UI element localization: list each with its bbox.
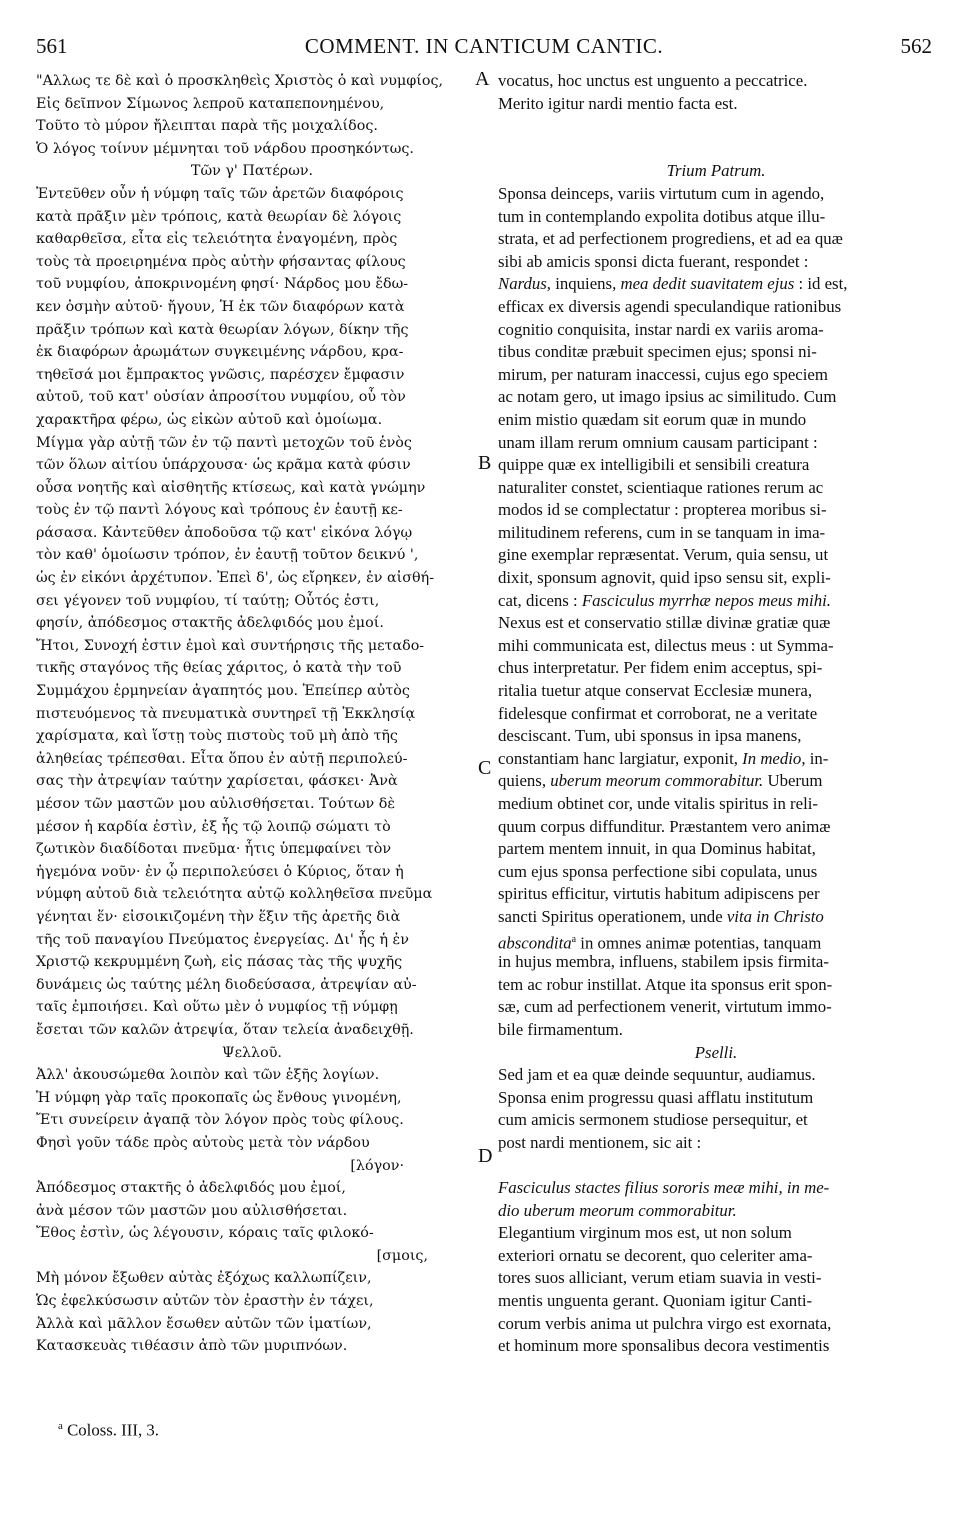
text-line: τοὺς ἐν τῷ παντὶ λόγους καὶ τρόπους ἐν ἑαυτῇ κε- — [36, 502, 403, 519]
text-line: τὸν καθ' ὁμοίωσιν τρόπον, ἐν ἑαυτῇ τοῦτον δεικνύ ', — [36, 547, 419, 564]
text-line: τοὺς τὰ προειρημένα πρὸς αὐτὴν φήσαντας φίλους — [36, 253, 406, 270]
text-line: χαρίσματα, καὶ ἵστῃ τοὺς πιστοὺς τοῦ μὴ ἀπὸ τῆς — [36, 728, 398, 745]
text-line: gine exemplar repræsentat. Verum, quia sensu, ut — [498, 545, 829, 565]
text-line: vocatus, hoc unctus est unguento a peccatrice. — [498, 71, 808, 90]
text-line: cognitio conquisita, instar nardi ex variis aroma- — [498, 319, 824, 339]
text-line: ἀνὰ μέσον τῶν μαστῶν μου αὐλισθήσεται. — [36, 1202, 348, 1219]
greek-verse-continuation: [σμοις, — [376, 1247, 428, 1264]
text-line: Χριστῷ κεκρυμμένη ζωὴ, εἰς πάσας τὰς τῆς ψυχῆς — [36, 954, 403, 971]
text-line: tem ac robur instillat. Atque ita sponsus erit spon- — [498, 974, 833, 994]
text-line: Ἀπόδεσμος στακτῆς ὁ ἀδελφιδός μου ἐμοί, — [36, 1180, 346, 1197]
text-line: Μὴ μόνον ἔξωθεν αὐτὰς ἐξόχως καλλωπίζειν, — [36, 1270, 372, 1287]
latin-line: desciscant. Tum, ubi sponsus in ipsa manens, — [498, 726, 802, 746]
text-line: πιστευόμενος τὰ πνευματικὰ συντηρεῖ τῇ Ἐκκλησίᾳ — [36, 705, 416, 722]
text-line: ac notam gero, ut imago ipsius ac similitudo. Cum — [498, 387, 837, 407]
text-line: Ἡ νύμφη γὰρ ταῖς προκοπαῖς ὡς ἔνθους γινομένη, — [36, 1089, 402, 1106]
latin-line: cat, dicens : Fasciculus myrrhæ nepos meus mihi. — [498, 590, 831, 610]
text-line: Ὡς ἐφελκύσωσιν αὐτῶν τὸν ἐραστὴν ἐν τάχει, — [36, 1293, 374, 1310]
text-line: cum ejus sponsa perfectione sibi copulata, unus — [498, 861, 818, 881]
text-line: μέσον τῶν μαστῶν μου αὐλισθήσεται. Τούτων δὲ — [36, 796, 396, 812]
text-line: tum in contemplando expolita dotibus atque illu- — [498, 206, 826, 226]
text-line: τικῆς σταγόνος τῆς θείας χάριτος, ὁ κατὰ τὴν τοῦ — [36, 660, 402, 677]
margin-letter-b: B — [478, 452, 492, 474]
text-line: Τοῦτο τὸ μύρον ἤλειπται παρὰ τῆς μοιχαλίδος. — [36, 118, 378, 135]
text-line: ἡγεμόνα νοῦν· ἐν ᾧ περιπολεύσει ὁ Κύριος, ὅταν ἡ — [36, 863, 404, 880]
text-line: Nexus est et conservatio stillæ divinæ gratiæ quæ — [498, 613, 831, 633]
text-line: τῶν ὅλων αἰτίου ὑπάρχουσα· ὡς κρᾶμα κατὰ φύσιν — [36, 457, 411, 474]
text-line: Ἐντεῦθεν οὖν ἡ νύμφη ταῖς τῶν ἀρετῶν διαφόροις — [36, 185, 404, 202]
text-line: mirum, per naturam inaccessi, cujus ego speciem — [498, 364, 828, 384]
text-line: Συμμάχου ἑρμηνείαν ἀγαπητός μου. Ἐπείπερ αὐτὸς — [36, 683, 410, 700]
text-line: partem mentem innuit, in qua Dominus habitat, — [498, 839, 816, 859]
text-line: Ἔτι συνείρειν ἀγαπᾷ τὸν λόγον πρὸς τοὺς φίλους. — [36, 1112, 404, 1129]
latin-paragraph — [498, 612, 934, 725]
text-line: Ὁ λόγος τοίνυν μέμνηται τοῦ νάρδου προσηκόντως. — [36, 140, 414, 157]
text-line: post nardi mentionem, sic ait : — [498, 1132, 702, 1152]
text-line: Sponsa deinceps, variis virtutum cum in agendo, — [498, 183, 825, 203]
text-line: ράσασα. Κἀντεῦθεν ἀποδοῦσα τῷ κατ' εἰκόνα λόγῳ — [36, 524, 413, 541]
text-line: Sponsa enim progressu quasi afflatu institutum — [498, 1087, 814, 1107]
text-line: medium obtinet cor, unde vitalis spiritus in reli- — [498, 794, 818, 813]
greek-heading-three-fathers: Τῶν γ' Πατέρων. — [190, 163, 314, 180]
text-line: φησίν, ἀπόδεσμος στακτῆς ἀδελφιδός μου ἐμοί. — [36, 615, 384, 632]
text-line: spiritus efficitur, virtutis habitum adipiscens per — [498, 884, 820, 904]
text-line: Sed jam et ea quæ deinde sequuntur, audiamus. — [498, 1065, 816, 1085]
text-line: χαρακτῆρα φέρω, ὡς εἰκὼν αὐτοῦ καὶ ὁμοίωμα. — [36, 411, 383, 428]
text-line: unam illam rerum omnium causam participant : — [498, 432, 818, 452]
text-line: μέσον ἡ καρδία ἐστὶν, ἐξ ἧς τῷ λοιπῷ σώματι τὸ — [36, 818, 391, 835]
greek-commentary-prose — [36, 183, 468, 1042]
latin-scripture-quote — [498, 1177, 934, 1222]
text-line: modos id se complectatur : propterea moribus si- — [498, 500, 827, 520]
text-line: πρᾶξιν τρόπων καὶ κατὰ θεωρίαν λόγων, δίκην τῆς — [36, 321, 409, 338]
text-line: tores suos alliciant, verum etiam suavia in vesti- — [498, 1268, 822, 1288]
footnote — [58, 1420, 159, 1441]
text-line: sæ, cum ad perfectionem venerit, virtutum immo- — [498, 997, 832, 1017]
latin-paragraph — [498, 1222, 934, 1358]
text-line: exteriori ornatu se decorent, quo celeriter ama- — [498, 1245, 813, 1265]
text-line: τηθεῖσά μοι ἔμπρακτος γνῶσις, παρέσχεν ἔμφασιν — [36, 366, 405, 383]
greek-verse-continuation: [λόγον· — [350, 1157, 404, 1174]
text-line: καθαρθεῖσα, εἶτα εἰς τελειότητα ἐναγομένη, πρὸς — [36, 231, 398, 248]
latin-line: quiens, uberum meorum commorabitur. Uberum — [498, 771, 823, 791]
text-line: δυνάμεις ὡς ταύτης μέλη διοδεύσασα, ἀτρεψίαν αὐ- — [36, 976, 417, 993]
text-line: ritalia tuetur atque conservat Ecclesiæ munera, — [498, 681, 813, 701]
text-line: αὐτοῦ, τοῦ κατ' οὐσίαν ἀπροσίτου νυμφίου, οὗ τὸν — [36, 389, 406, 406]
latin-intro — [498, 70, 934, 115]
footnote-mark: a — [58, 1420, 63, 1432]
text-line: ἔσεται τῶν καλῶν ἀτρεψία, ὅταν τελεία ἀναδειχθῇ. — [36, 1021, 414, 1038]
text-line: mihi communicata est, dilectus meus : ut Symma- — [498, 635, 834, 655]
text-line: ἀληθείας τρέπεσθαι. Εἶτα ὅπου ἐν αὐτῇ περιπολεύ- — [36, 750, 408, 767]
text-line: chus interpretatur. Per fidem enim acceptus, spi- — [498, 658, 823, 678]
text-line: dixit, sponsum agnovit, quid ipso sensu sit, expli- — [498, 568, 831, 588]
latin-line: Nardus, inquiens, mea dedit suavitatem ejus : id est, — [498, 274, 848, 294]
text-line: sibi ab amicis sponsi dicta fuerant, respondet : — [498, 251, 809, 271]
text-line: dio uberum meorum commorabitur. — [498, 1200, 737, 1220]
text-line: naturaliter constet, scientiaque rationes rerum ac — [498, 477, 824, 497]
text-line: τῆς τοῦ παναγίου Πνεύματος ἐνεργείας. Δι' ἧς ἡ ἐν — [36, 931, 409, 948]
text-line: Ἀλλὰ καὶ μᾶλλον ἔσωθεν αὐτῶν τῶν ἱματίων, — [36, 1315, 372, 1332]
running-title: COMMENT. IN CANTICUM CANTIC. — [304, 34, 664, 58]
text-line: Μίγμα γὰρ αὐτῇ τῶν ἐν τῷ παντὶ μετοχῶν τοῦ ἑνὸς — [36, 434, 412, 451]
text-line: σας τὴν ἀτρεψίαν ταύτην χαρίσεται, φάσκει· Ἀνὰ — [36, 773, 398, 790]
text-line: γένηται ἕν· εἰσοικιζομένη τὴν ἕξιν τῆς ἀρετῆς διὰ — [36, 908, 401, 925]
text-line: Elegantium virginum mos est, ut non solum — [498, 1223, 792, 1243]
margin-letter-a: A — [475, 68, 490, 90]
greek-verses-intro — [36, 70, 468, 160]
text-line: fidelesque confirmat et corroborat, ne a veritate — [498, 703, 818, 723]
running-header — [36, 34, 932, 62]
greek-psellus-verses-b — [36, 1177, 468, 1245]
text-line: bile firmamentum. — [498, 1019, 623, 1039]
text-line: Ἀλλ' ἀκουσώμεθα λοιπὸν καὶ τῶν ἑξῆς λογίων. — [36, 1067, 380, 1084]
text-line: Κατασκευὰς τιθέασιν ἀπὸ τῶν μυριπνόων. — [36, 1338, 348, 1355]
latin-heading-psellus: Pselli. — [694, 1042, 738, 1062]
text-line: quippe quæ ex intelligibili et sensibili creatura — [498, 455, 810, 475]
text-line: τοῦ νυμφίου, ἀποκρινομένη φησί· Νάρδος μου ἔδω- — [36, 276, 409, 293]
latin-heading-three-fathers: Trium Patrum. — [666, 161, 766, 181]
margin-letter-c: C — [478, 757, 492, 779]
latin-paragraph — [498, 1064, 934, 1154]
greek-column — [36, 70, 468, 1358]
text-line: οὖσα νοητῆς καὶ αἰσθητῆς κτίσεως, καὶ κατὰ γνώμην — [36, 479, 426, 496]
latin-column — [498, 70, 934, 1358]
page-number-right: 562 — [900, 34, 932, 58]
text-line: tibus conditæ præbuit specimen ejus; sponsi ni- — [498, 342, 817, 362]
latin-line: abscondita$^a$ in omnes animæ potentias, tanquam — [498, 933, 822, 953]
text-line: Ἔθος ἐστὶν, ὡς λέγουσιν, κόραις ταῖς φιλοκό- — [36, 1225, 374, 1242]
text-line: et hominum more sponsalibus decora vestimentis — [498, 1336, 830, 1356]
text-line: Εἰς δεῖπνον Σίμωνος λεπροῦ καταπεπονημένου, — [36, 95, 385, 112]
text-line: ζωτικὸν διαδίδοται πνεῦμα· ἧτις ὑπεμφαίνει τὸν — [36, 841, 392, 858]
greek-psellus-verses-a — [36, 1064, 468, 1154]
text-line: σει γέγονεν τοῦ νυμφίου, τί ταύτῃ; Οὗτός ἐστι, — [36, 592, 380, 609]
text-line: strata, et ad perfectionem progrediens, et ad ea quæ — [498, 229, 843, 249]
page-number-left: 561 — [36, 34, 68, 58]
text-line: ὡς ἐν εἰκόνι ἀρχέτυπον. Ἐπεὶ δ', ὡς εἴρηκεν, ἐν αἰσθή- — [36, 570, 435, 587]
text-line: mentis unguenta gerant. Quoniam igitur Canti- — [498, 1291, 813, 1311]
latin-paragraph — [498, 793, 934, 906]
footnote-reference: a — [571, 933, 577, 945]
text-line: κεν ὀσμὴν αὐτοῦ· ἤγουν, Ἡ ἐκ τῶν διαφόρων κατὰ — [36, 298, 405, 315]
greek-heading-psellus: Ψελλοῦ. — [222, 1044, 282, 1061]
latin-paragraph — [498, 183, 934, 273]
text-line: ταῖς ἐμποιήσει. Καὶ οὕτω μὲν ὁ νυμφίος τῇ νύμφῃ — [36, 999, 398, 1016]
text-line: quum corpus diffunditur. Præstantem vero animæ — [498, 816, 831, 836]
text-line: cum amicis sermonem studiose persequitur, et — [498, 1110, 808, 1130]
latin-line: constantiam hanc largiatur, exponit, In medio, in- — [498, 748, 829, 768]
latin-paragraph — [498, 296, 934, 590]
text-line: enim mistio quædam sit eorum quæ in mundo — [498, 409, 807, 429]
text-line: Fasciculus stactes filius sororis meæ mihi, in me- — [498, 1178, 830, 1198]
text-line: Merito igitur nardi mentio facta est. — [498, 93, 738, 113]
text-line: "Αλλως τε δὲ καὶ ὁ προσκληθεὶς Χριστὸς ὁ καὶ νυμφίος, — [36, 73, 444, 89]
latin-line: sancti Spiritus operationem, unde vita in Christo — [498, 906, 824, 926]
text-line: κατὰ πρᾶξιν μὲν τρόποις, κατὰ θεωρίαν δὲ λόγοις — [36, 208, 402, 225]
text-line: Φησὶ γοῦν τάδε πρὸς αὐτοὺς μετὰ τὸν νάρδου — [36, 1134, 370, 1151]
text-line: militudinem referens, cum in se tanquam in ima- — [498, 522, 826, 542]
text-line: in hujus membra, influens, stabilem ipsis firmita- — [498, 952, 829, 972]
text-line: Ἤτοι, Συνοχή ἐστιν ἐμοὶ καὶ συντήρησις τῆς μεταδο- — [36, 637, 425, 654]
margin-letter-d: D — [478, 1145, 493, 1167]
text-line: corum verbis anima ut pulchra virgo est exornata, — [498, 1313, 832, 1333]
text-line: efficax ex diversis agendi speculandique rationibus — [498, 296, 842, 316]
latin-paragraph — [498, 951, 934, 1041]
text-line: νύμφη αὐτοῦ διὰ τελειότητα αὐτῷ κολληθεῖσα πνεῦμα — [36, 886, 433, 903]
greek-psellus-verses-c — [36, 1267, 468, 1357]
footnote-text: Coloss. III, 3. — [62, 1420, 159, 1440]
text-line: ἐκ διαφόρων ἀρωμάτων συγκειμένης νάρδου, κρα- — [36, 344, 404, 361]
